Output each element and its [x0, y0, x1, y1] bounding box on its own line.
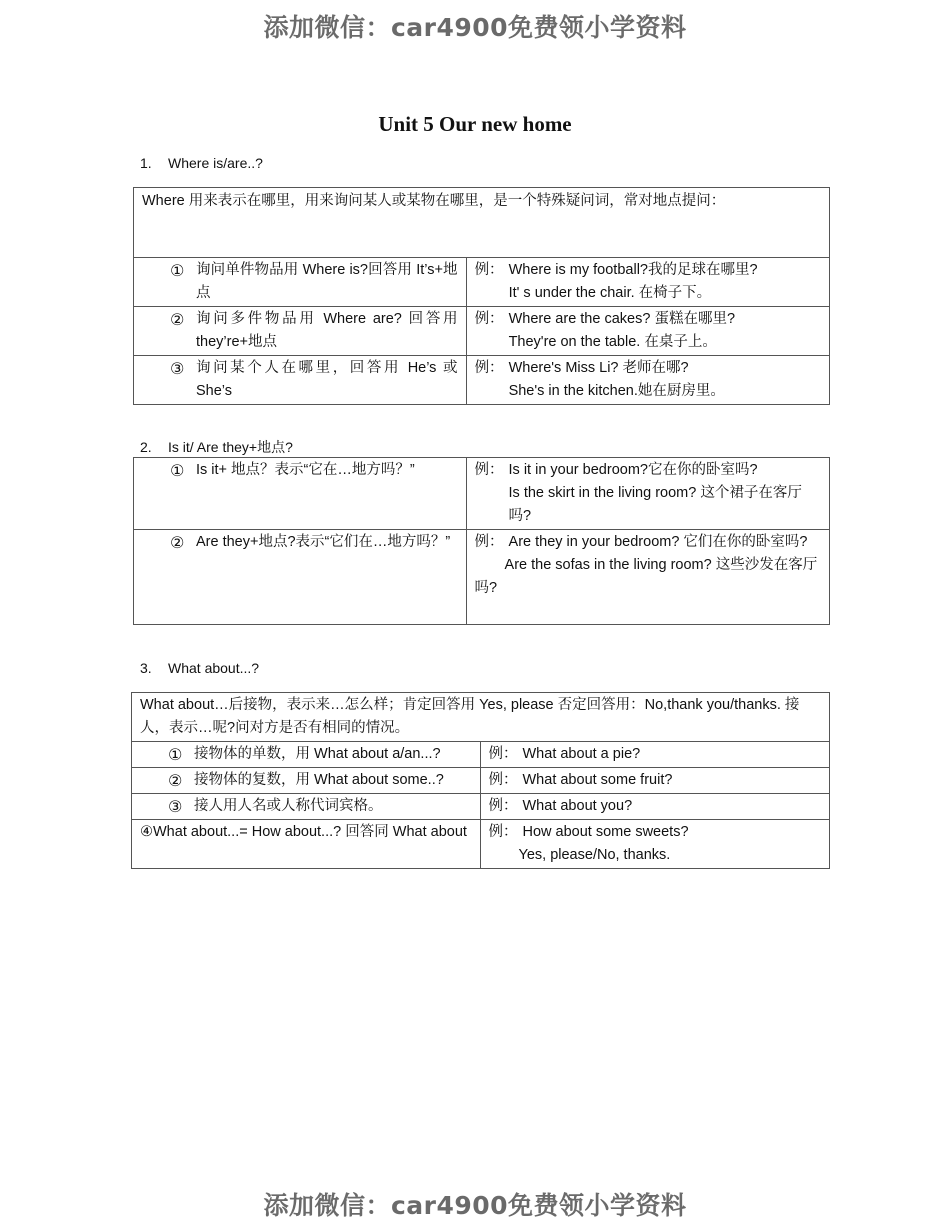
example-label: 例：: [474, 311, 504, 327]
circled-number: ②: [170, 310, 185, 329]
table-row: [132, 820, 830, 869]
table-row: [134, 356, 830, 405]
table-row: [134, 258, 830, 307]
example-line: How about some sweets?: [522, 824, 689, 840]
example-line: Where is my football?我的足球在哪里?: [508, 262, 758, 278]
table-row: [132, 742, 830, 768]
rule-text: 询问单件物品用 Where is?回答用 It’s+地点: [196, 262, 458, 301]
example-line: Is the skirt in the living room? 这个裙子在客厅吗?: [508, 485, 802, 524]
rule-text: 询问某个人在哪里，回答用 He’s 或 She’s: [196, 360, 458, 399]
section1-table: [133, 187, 830, 405]
circled-number: ②: [168, 771, 183, 790]
section1-intro-row: [134, 188, 830, 258]
rule-text: 接物体的单数，用 What about a/an...?: [194, 746, 441, 762]
example-line: Is it in your bedroom?它在你的卧室吗?: [508, 462, 758, 478]
section1-heading-text: Where is/are..?: [168, 155, 263, 171]
circled-number: ①: [168, 745, 183, 764]
rule-text: Is it+ 地点？表示“它在…地方吗？”: [196, 462, 415, 478]
page-title: Unit 5 Our new home: [378, 112, 572, 136]
rule-text: ④What about...= How about...? 回答同 What about: [132, 820, 481, 869]
section3-heading: [140, 660, 259, 676]
rule-text: Are they+地点?表示“它们在…地方吗？”: [196, 534, 451, 550]
section2-number: 2.: [140, 439, 152, 455]
example-label: 例：: [474, 534, 504, 550]
example-label: 例：: [488, 772, 518, 788]
circled-number: ①: [170, 261, 185, 280]
example-line: Where are the cakes? 蛋糕在哪里?: [508, 311, 736, 327]
circled-number: ①: [170, 461, 185, 480]
section3-number: 3.: [140, 660, 152, 676]
example-line: What about a pie?: [522, 746, 641, 762]
example-line: Where's Miss Li? 老师在哪?: [508, 360, 689, 376]
table-row: [134, 307, 830, 356]
rule-text: 接人用人名或人称代词宾格。: [194, 798, 383, 814]
watermark-bottom: 添加微信：car4900免费领小学资料: [263, 1191, 687, 1220]
table-row: [132, 768, 830, 794]
table-row: [134, 530, 830, 625]
section3-table: [131, 692, 830, 869]
example-label: 例：: [474, 462, 504, 478]
example-label: 例：: [474, 262, 504, 278]
rule-text: 接物体的复数，用 What about some..?: [194, 772, 444, 788]
section2-heading: [140, 437, 293, 457]
example-line: What about some fruit?: [522, 772, 673, 788]
section3-intro: What about…后接物，表示来…怎么样；肯定回答用 Yes, please 否定回答用：No,thank you/thanks. 接人，表示…呢?问对方是否有相同的情况。: [132, 693, 830, 742]
example-line: Are they in your bedroom? 它们在你的卧室吗?: [508, 534, 808, 550]
example-line: Are the sofas in the living room? 这些沙发在客厅吗?: [474, 557, 818, 596]
example-label: 例：: [474, 360, 504, 376]
rule-text: 询问多件物品用 Where are? 回答用 they’re+地点: [196, 311, 458, 350]
example-line: It' s under the chair. 在椅子下。: [508, 285, 712, 301]
example-line: They're on the table. 在桌子上。: [508, 334, 717, 350]
section3-heading-text: What about...?: [168, 660, 260, 676]
example-label: 例：: [488, 824, 518, 840]
example-line: Yes, please/No, thanks.: [518, 847, 671, 863]
circled-number: ③: [170, 359, 185, 378]
section2-heading-text: Is it/ Are they+地点?: [168, 439, 293, 455]
table-row: [132, 794, 830, 820]
example-label: 例：: [488, 798, 518, 814]
section1-heading: [140, 155, 263, 171]
section3-intro-row: [132, 693, 830, 742]
table-row: [134, 458, 830, 530]
circled-number: ③: [168, 797, 183, 816]
section2-table: [133, 457, 830, 625]
watermark-top: 添加微信：car4900免费领小学资料: [263, 13, 687, 42]
section1-number: 1.: [140, 155, 152, 171]
circled-number: ②: [170, 533, 185, 552]
section1-intro: Where 用来表示在哪里，用来询问某人或某物在哪里，是一个特殊疑问词，常对地点提问：: [134, 188, 830, 258]
example-line: She's in the kitchen.她在厨房里。: [508, 383, 725, 399]
example-line: What about you?: [522, 798, 633, 814]
example-label: 例：: [488, 746, 518, 762]
